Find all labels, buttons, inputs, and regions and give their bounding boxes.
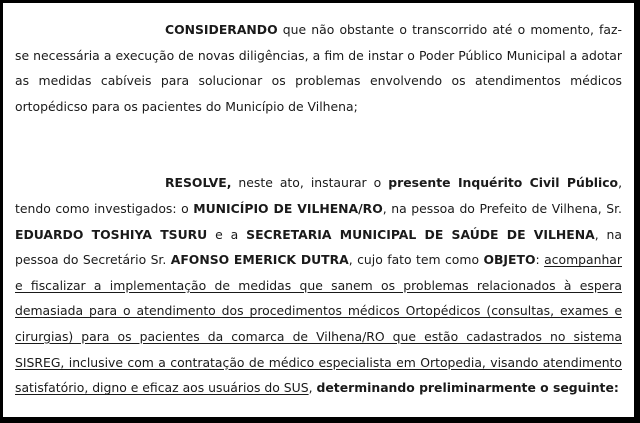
paragraph-considerando (15, 17, 622, 119)
secretaria-bold: SECRETARIA MUNICIPAL DE SAÚDE DE VILHENA (246, 226, 595, 242)
resolve-text-1: neste ato, instaurar o (231, 175, 389, 191)
considerando-keyword: CONSIDERANDO (165, 22, 278, 37)
considerando-text: que não obstante o transcorrido até o momento, faz-se necessária a execução de novas diligências, a fim de instar o Poder Público Municipal a adotar as medidas cabíveis para solucionar os problemas envolvendo os atendimentos médicos ortopédicso para os pacientes do Município de Vilhena; (15, 22, 622, 114)
determinando-bold: determinando preliminarmente o seguinte: (316, 380, 619, 396)
resolve-keyword: RESOLVE, (165, 175, 232, 191)
resolve-text-5: , na pessoa do Secretário Sr. (15, 226, 622, 268)
paragraph-resolve (15, 170, 622, 400)
resolve-text-7: : (535, 252, 545, 268)
municipio-bold: MUNICÍPIO DE VILHENA/RO (193, 200, 383, 216)
resolve-text-8: , (308, 380, 317, 396)
resolve-text-6: , cujo fato tem como (348, 252, 484, 268)
resolve-text-4: e a (207, 226, 247, 242)
resolve-text-3: , na pessoa do Prefeito de Vilhena, Sr. (382, 200, 622, 216)
document-body (15, 17, 622, 401)
objeto-underlined-text: acompanhar e fiscalizar a implementação de medidas que sanem os problemas relacionados à espera demasiada para o atendimento dos procedimentos médicos Ortopédicos (consultas, exames e cirurgias) para os pacientes da comarca de Vilhena/RO que estão cadastrados no sistema SISREG, inclusive com a contratação de médico especialista em Ortopedia, visando atendimento satisfatório, digno e eficaz aos usuários do SUS (15, 252, 622, 396)
inquerito-bold: presente Inquérito Civil Público (388, 175, 619, 191)
resolve-text-2: , tendo como investigados: o (15, 175, 623, 216)
prefeito-name-bold: EDUARDO TOSHIYA TSURU (15, 226, 208, 242)
objeto-bold: OBJETO (483, 252, 536, 268)
secretario-name-bold: AFONSO EMERICK DUTRA (170, 252, 349, 268)
